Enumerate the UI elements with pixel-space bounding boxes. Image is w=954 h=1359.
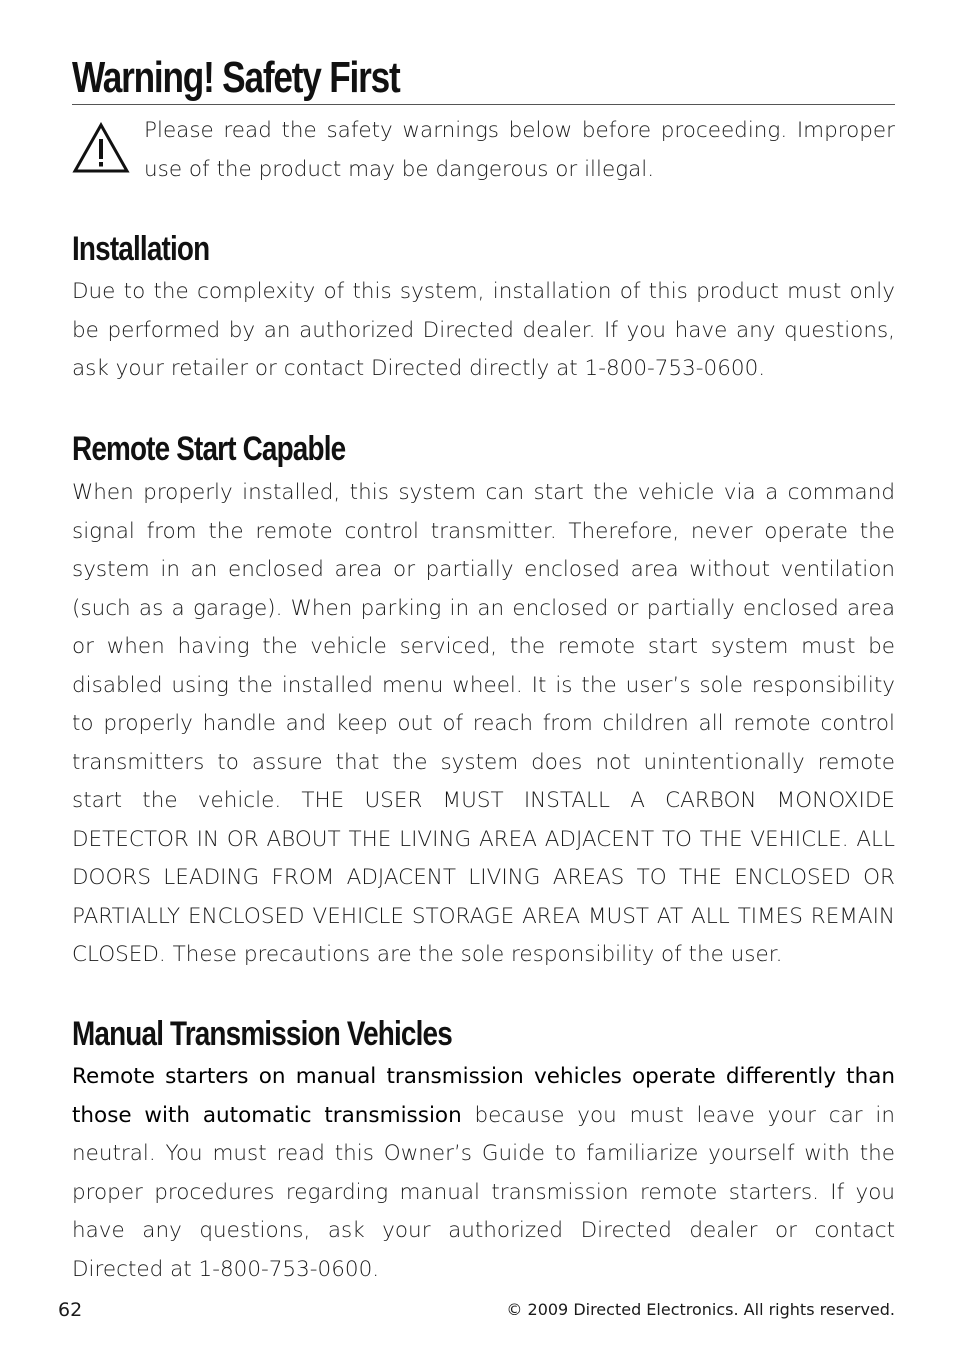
warning-triangle-icon (72, 122, 130, 174)
body-manual-transmission-emphasis: Remote starters on manual transmission vehicles operate differently than those with automatic transmission (72, 1064, 895, 1128)
page-number: 62 (58, 1299, 83, 1321)
body-installation: Due to the complexity of this system, installation of this product must only be performed by an authorized Directed dealer. If you have any questions, ask your retailer or contact Directed directly at 1-800-753-0600. (72, 279, 895, 381)
body-manual-transmission (72, 1058, 895, 1289)
heading-installation: Installation (72, 230, 210, 268)
heading-remote-start-capable: Remote Start Capable (72, 430, 346, 468)
body-manual-transmission-rest: because you must leave your car in neutral. You must read this Owner’s Guide to familiarize yourself with the proper procedures regarding manual transmission remote starters. If you have any questions, ask your authorized Directed dealer or contact Directed at 1-800-753-0600. (72, 1102, 896, 1282)
title-row (72, 52, 895, 105)
warning-text: Please read the safety warnings below before proceeding. Improper use of the product may be dangerous or illegal. (144, 118, 895, 182)
body-remote-start-capable: When properly installed, this system can start the vehicle via a command signal from the remote control transmitter. Therefore, never operate the system in an enclosed area or partially enclosed area without ventilation (such as a garage). When parking in an enclosed or partially enclosed area or when having the vehicle serviced, the remote start system must be disabled using the installed menu wheel. It is the user’s sole responsibility to properly handle and keep out of reach from children all remote control transmitters to assure that the system does not unintentionally remote start the vehicle. THE USER MUST INSTALL A CARBON MONOXIDE DETECTOR IN OR ABOUT THE LIVING AREA ADJACENT TO THE VEHICLE. ALL DOORS LEADING FROM ADJACENT LIVING AREAS TO THE ENCLOSED OR PARTIALLY ENCLOSED VEHICLE STORAGE AREA MUST AT ALL TIMES REMAIN CLOSED. These precautions are the sole responsibility of the user. (72, 480, 895, 967)
page-title: Warning! Safety First (72, 53, 400, 102)
heading-manual-transmission: Manual Transmission Vehicles (72, 1015, 452, 1053)
copyright-notice: © 2009 Directed Electronics. All rights reserved. (506, 1300, 895, 1319)
